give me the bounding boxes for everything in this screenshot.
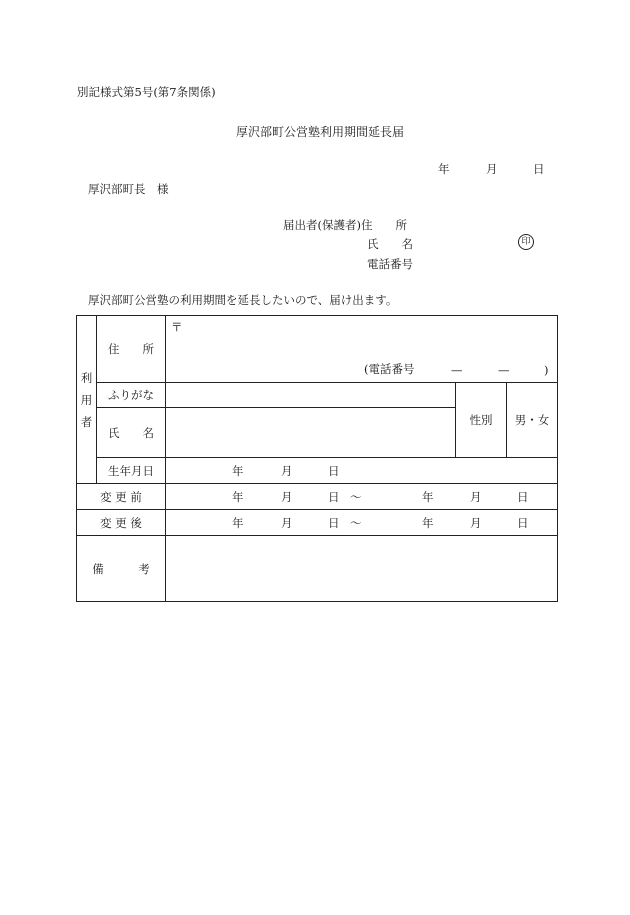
address-row xyxy=(77,316,558,383)
remarks-label-cell xyxy=(77,536,166,602)
phone-dash-1: — xyxy=(451,363,463,377)
after-change-row xyxy=(77,510,558,536)
before-tilde: 〜 xyxy=(350,489,362,504)
before-start-month: 月 xyxy=(281,489,293,504)
furigana-input-cell[interactable] xyxy=(166,383,456,408)
phone-dash-2: — xyxy=(498,363,510,377)
after-change-input-cell[interactable] xyxy=(166,510,558,536)
before-change-label: 変 更 前 xyxy=(100,489,142,504)
date-year-label: 年 xyxy=(438,162,450,176)
seal-mark: 印 xyxy=(518,234,534,250)
date-day-label: 日 xyxy=(533,162,545,176)
applicant-phone-label: 電話番号 xyxy=(367,257,413,271)
applicant-address-label: 届出者(保護者)住 所 xyxy=(283,218,407,232)
application-table xyxy=(76,315,558,602)
before-end-day: 日 xyxy=(517,489,529,504)
after-tilde: 〜 xyxy=(350,515,362,530)
before-change-input-cell[interactable] xyxy=(166,484,558,510)
after-start-year: 年 xyxy=(232,515,244,530)
user-group-label: 利 用 者 xyxy=(77,316,97,484)
after-end-year: 年 xyxy=(422,515,434,530)
before-start-year: 年 xyxy=(232,489,244,504)
before-change-row xyxy=(77,484,558,510)
birthdate-row xyxy=(77,458,558,484)
furigana-label: ふりがな xyxy=(97,383,166,408)
form-title: 厚沢部町公営塾利用期間延長届 xyxy=(236,125,405,139)
statement: 厚沢部町公営塾の利用期間を延長したいので、届け出ます。 xyxy=(88,293,398,307)
birth-month-label: 月 xyxy=(281,463,293,478)
after-start-month: 月 xyxy=(281,515,293,530)
after-change-label-cell xyxy=(77,510,166,536)
gender-label: 性別 xyxy=(456,383,507,458)
name-input-cell[interactable] xyxy=(166,408,456,458)
after-end-month: 月 xyxy=(470,515,482,530)
postal-mark: 〒 xyxy=(171,320,183,334)
form-number: 別記様式第5号(第7条関係) xyxy=(77,85,216,99)
birth-year-label: 年 xyxy=(232,463,244,478)
remarks-row xyxy=(77,536,558,602)
addressee: 厚沢部町長 様 xyxy=(88,182,169,196)
after-start-day: 日 xyxy=(328,515,340,530)
name-label: 氏 名 xyxy=(97,408,166,458)
before-start-day: 日 xyxy=(328,489,340,504)
phone-paren-open: (電話番号 xyxy=(364,362,415,376)
before-end-year: 年 xyxy=(422,489,434,504)
before-end-month: 月 xyxy=(470,489,482,504)
birthdate-label: 生年月日 xyxy=(97,458,166,484)
after-change-label: 変 更 後 xyxy=(100,515,142,530)
address-label: 住 所 xyxy=(108,342,154,356)
phone-paren-close: ) xyxy=(544,363,549,377)
remarks-label: 備 考 xyxy=(92,561,150,576)
address-label-cell xyxy=(97,316,166,383)
gender-value[interactable]: 男・女 xyxy=(507,383,558,458)
date-month-label: 月 xyxy=(486,162,498,176)
applicant-name-label: 氏 名 xyxy=(367,237,413,251)
birth-day-label: 日 xyxy=(328,463,340,478)
address-input-cell[interactable] xyxy=(166,316,558,383)
after-end-day: 日 xyxy=(517,515,529,530)
furigana-row xyxy=(77,383,558,408)
remarks-input-cell[interactable] xyxy=(166,536,558,602)
before-change-label-cell xyxy=(77,484,166,510)
birthdate-input-cell[interactable] xyxy=(166,458,558,484)
